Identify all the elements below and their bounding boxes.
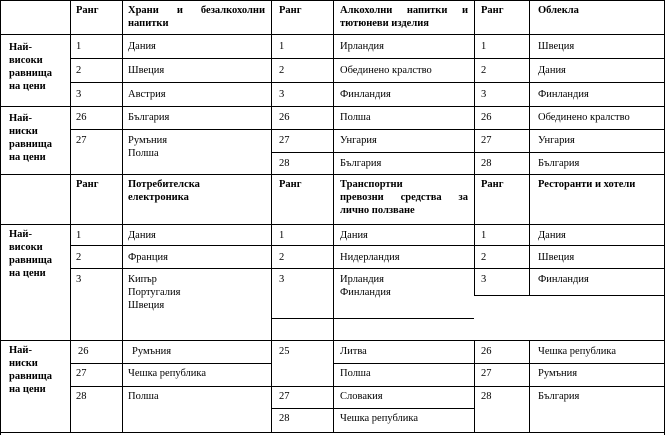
t1-col-line [122,0,123,174]
country-cell: Швеция [538,252,575,263]
country-cell: Франция [128,252,168,263]
rank-cell: 3 [76,89,82,100]
t1-category-header-alcohol-line2: тютюневи изделия [340,18,429,29]
country-cell: Румъния [128,135,168,146]
rank-cell: 28 [279,158,290,169]
t2-col-line [474,340,475,433]
rank-cell: 27 [76,135,87,146]
t2-row-line [70,245,665,246]
rank-cell: 2 [76,65,82,76]
t1-col-line [474,0,475,174]
country-cell: Ирландия [340,41,385,52]
t2-row-line [333,363,474,364]
t1-rank-header: Ранг [279,5,302,16]
country-cell: България [538,391,580,402]
t1-label-high: Най- високи равнища на цени [9,42,52,92]
rank-cell: 3 [76,274,82,285]
t2-row-line [271,408,474,409]
rank-cell: 1 [76,230,82,241]
country-cell: Румъния [132,346,172,357]
t2-category-header-transport-line1: Транспортни [340,179,403,190]
t1-col-line [271,0,272,174]
country-cell: Финландия [538,89,589,100]
country-cell: Кипър [128,274,157,285]
t2-row-line [70,386,665,387]
country-cell: Словакия [340,391,383,402]
country-cell: Унгария [538,135,575,146]
t1-row-line [70,129,665,130]
country-cell: Португалия [128,287,181,298]
rank-cell: 26 [279,112,290,123]
border-right [664,0,665,435]
rank-cell: 27 [279,391,290,402]
border-left [0,0,1,435]
t1-category-header-food-line2: напитки [128,18,169,29]
country-cell: Швеция [538,41,575,52]
country-cell: Дания [128,41,156,52]
country-cell: Румъния [538,368,578,379]
t1-category-header-alcohol-line1: Алкохолни напитки и [340,5,468,16]
t1-rank-header: Ранг [76,5,99,16]
country-cell: Чешка република [128,368,206,379]
t2-label-high: Най- високи равнища на цени [9,229,52,279]
country-cell: Финландия [340,287,391,298]
country-cell: Дания [538,230,566,241]
t2-col-line [333,174,334,433]
rank-cell: 26 [78,346,89,357]
rank-cell: 26 [76,112,87,123]
t1-label-low: Най- ниски равнища на цени [9,113,52,163]
t2-category-header-electronics-line2: електроника [128,192,189,203]
t2-category-header-transport-line3: лично ползване [340,205,415,216]
rank-cell: 2 [76,252,82,263]
t2-row-line [474,295,665,296]
country-cell: Обединено кралство [538,112,630,123]
country-cell: Финландия [340,89,391,100]
country-cell: Полша [340,368,371,379]
t2-rank-header: Ранг [481,179,504,190]
rank-cell: 27 [76,368,87,379]
rank-cell: 28 [481,158,492,169]
country-cell: Полша [128,391,159,402]
country-cell: Нидерландия [340,252,400,263]
t2-row-line [271,318,474,319]
t1-category-header-food-line1: Храни и безалкохолни [128,5,265,16]
rank-cell: 26 [481,112,492,123]
country-cell: Полша [340,112,371,123]
t1-row-line [70,58,665,59]
rank-cell: 2 [279,252,285,263]
t1-rank-header: Ранг [481,5,504,16]
rank-cell: 28 [481,391,492,402]
country-cell: Литва [340,346,367,357]
rank-cell: 2 [481,252,487,263]
rank-cell: 3 [279,274,285,285]
country-cell: Чешка република [340,413,418,424]
rank-cell: 28 [76,391,87,402]
rank-cell: 1 [76,41,82,52]
t2-row-line [70,363,271,364]
country-cell: Австрия [128,89,166,100]
t2-label-low: Най- ниски равнища на цени [9,345,52,395]
t2-col-line [474,174,475,295]
rank-cell: 27 [481,368,492,379]
rank-cell: 26 [481,346,492,357]
rank-cell: 1 [481,41,487,52]
t1-col-line [70,0,71,174]
t2-col-line [271,174,272,433]
country-cell: Дания [340,230,368,241]
country-cell: Швеция [128,65,165,76]
rank-cell: 1 [481,230,487,241]
country-cell: Полша [128,148,159,159]
t1-category-header-clothing: Облекла [538,5,579,16]
t2-rank-header: Ранг [279,179,302,190]
t2-row-line [70,268,665,269]
t1-col-line [529,0,530,174]
rank-cell: 2 [279,65,285,76]
rank-cell: 27 [481,135,492,146]
country-cell: Швеция [128,300,165,311]
t2-category-header-transport-line2: превозни средства за [340,192,468,203]
rank-cell: 25 [279,346,290,357]
rank-cell: 1 [279,230,285,241]
country-cell: България [128,112,170,123]
country-cell: Ирландия [340,274,385,285]
t2-category-header-restaurants: Ресторанти и хотели [538,179,636,190]
country-cell: Чешка република [538,346,616,357]
t2-category-header-electronics-line1: Потребителска [128,179,200,190]
country-cell: Унгария [340,135,377,146]
rank-cell: 1 [279,41,285,52]
t2-rank-header: Ранг [76,179,99,190]
country-cell: Финландия [538,274,589,285]
country-cell: България [340,158,382,169]
rank-cell: 3 [481,89,487,100]
t2-col-line [529,174,530,295]
t1-row-line [271,152,665,153]
country-cell: България [538,158,580,169]
t2-col-line [70,174,71,433]
rank-cell: 28 [279,413,290,424]
t2-col-line [529,340,530,433]
country-cell: Дания [128,230,156,241]
country-cell: Обединено кралство [340,65,432,76]
t2-col-line [122,174,123,433]
t1-row-line [70,82,665,83]
rank-cell: 3 [279,89,285,100]
rank-cell: 27 [279,135,290,146]
rank-cell: 3 [481,274,487,285]
t2-row-line [474,363,665,364]
country-cell: Дания [538,65,566,76]
t1-col-line [333,0,334,174]
rank-cell: 2 [481,65,487,76]
